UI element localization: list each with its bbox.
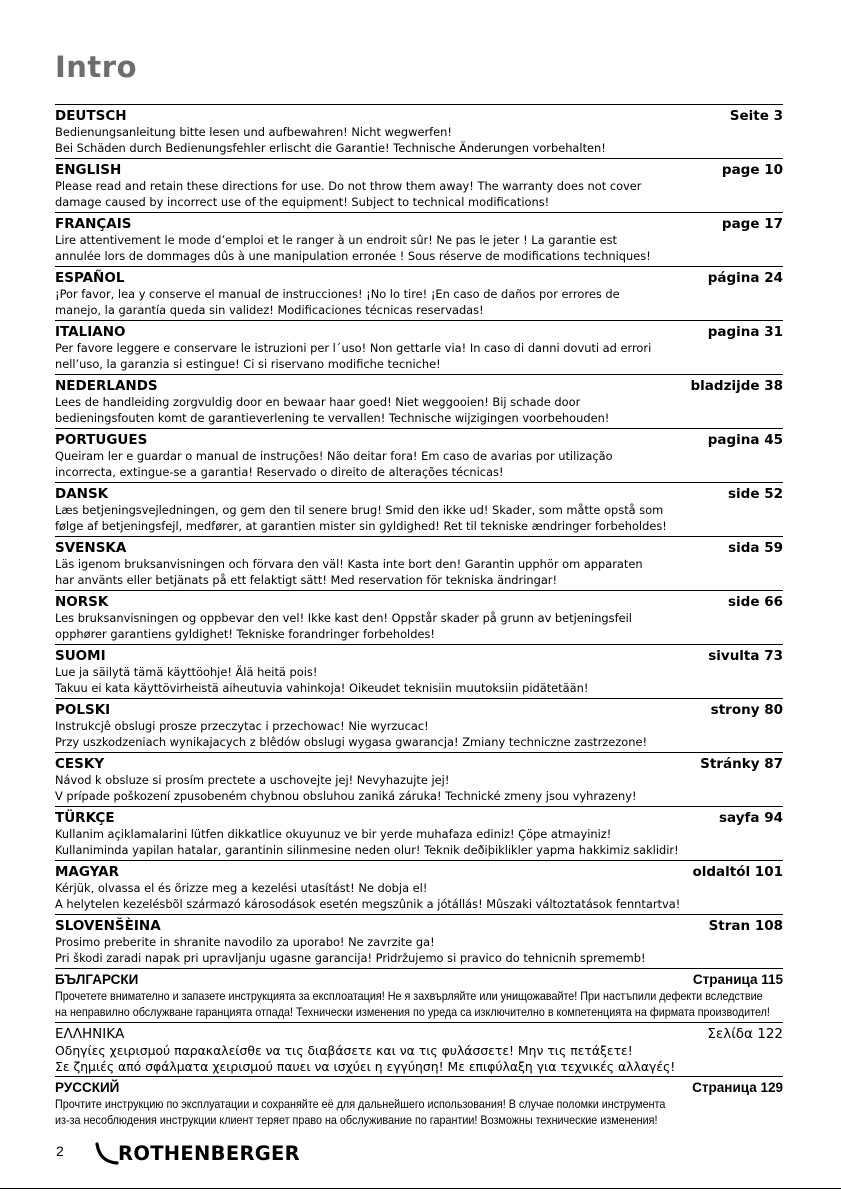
instruction-line: Bei Schäden durch Bedienungsfehler erlischt die Garantie! Technische Änderungen vorbehalten! (55, 140, 606, 155)
section-header (55, 539, 783, 557)
instruction-line: Návod k obsluze si prosím prectete a uschovejte jej! Nevyhazujte jej! (55, 773, 450, 787)
instruction-line: Kullanim açiklamalarini lütfen dikkatlice okuyunuz ve bir yerde muhafaza ediniz! Çöpe atmayiniz! (55, 827, 612, 841)
language-section (55, 104, 783, 158)
page-title: Intro (55, 50, 138, 84)
instruction-line: opphører garantiens gyldighet! Tekniske forandringer forbeholdes! (55, 626, 435, 641)
section-header (55, 701, 783, 719)
section-header (55, 809, 783, 827)
section-header (55, 485, 783, 503)
instruction-line: Les bruksanvisningen og oppbevar den vel! Ikke kast den! Oppstår skader på grunn av betjeningsfeil (55, 611, 632, 625)
instruction-line: Please read and retain these directions for use. Do not throw them away! The warranty does not cover (55, 179, 642, 193)
page-reference: pagina 45 (707, 432, 783, 448)
instruction-line: Σε ζημιές από σφάλματα χειρισμού παυει να ισχύει η εγγύηση! Με επιφύλαξη για τεχνικές αλλαγές! (55, 1058, 676, 1074)
section-header (55, 431, 783, 449)
language-name: POLSKI (55, 702, 111, 718)
page-reference: página 24 (707, 270, 783, 286)
language-section (55, 1076, 783, 1130)
instruction-line: Per favore leggere e conservare le istruzioni per l´uso! Non gettarle via! In caso di danni dovuti ad errori (55, 341, 652, 355)
logo-text: ROTHENBERGER (118, 1142, 300, 1165)
language-name: FRANÇAIS (55, 216, 132, 232)
page-reference: strony 80 (710, 702, 783, 718)
section-header (55, 323, 783, 341)
language-section (55, 212, 783, 266)
page-reference: side 66 (728, 594, 783, 610)
language-section (55, 536, 783, 590)
language-section (55, 914, 783, 968)
page-reference: Seite 3 (729, 108, 783, 124)
instruction-line: Læs betjeningsvejledningen, og gem den til senere brug! Smid den ikke ud! Skader, som måtte opstå som (55, 503, 664, 517)
language-section (55, 590, 783, 644)
bottom-rule (0, 1188, 841, 1189)
instruction-line: annulée lors de dommages dûs à une manipulation erronée ! Sous réserve de modifications techniques! (55, 248, 651, 263)
language-name: ESPAÑOL (55, 270, 125, 286)
page-reference: sayfa 94 (719, 810, 783, 826)
section-header (55, 971, 783, 989)
page-reference: Stran 108 (708, 918, 783, 934)
section-header (55, 1025, 783, 1043)
instruction-line: manejo, la garantía queda sin validez! Modificaciones técnicas reservadas! (55, 302, 484, 317)
language-name: NORSK (55, 594, 109, 610)
section-header (55, 107, 783, 125)
instruction-line: Przy uszkodzeniach wynikajacych z blêdów obslugi wygasa gwarancja! Zmiany techniczne zastrzezone! (55, 734, 648, 749)
instruction-line: har använts eller betjänats på ett felaktigt sätt! Med reservation för tekniska ändringar! (55, 572, 558, 587)
page-reference: Σελίδα 122 (707, 1026, 783, 1042)
page-reference: side 52 (728, 486, 783, 502)
instruction-line: følge af betjeningsfejl, medfører, at garantien mister sin gyldighed! Ret til tekniske ændringer forbeholdes! (55, 518, 667, 533)
language-name: SVENSKA (55, 540, 127, 556)
page-reference: pagina 31 (707, 324, 783, 340)
language-index (55, 104, 783, 1130)
language-name: DANSK (55, 486, 109, 502)
language-name: SUOMI (55, 648, 106, 664)
language-section (55, 806, 783, 860)
language-section (55, 158, 783, 212)
language-name: MAGYAR (55, 864, 119, 880)
instruction-line: Lees de handleiding zorgvuldig door en bewaar haar goed! Niet weggooien! Bij schade door (55, 395, 581, 409)
instruction-line: Queiram ler e guardar o manual de instruções! Não deitar fora! Em caso de avarias por utilização (55, 449, 613, 463)
section-header (55, 647, 783, 665)
instruction-line: A helytelen kezelésbõl származó károsodások esetén megszûnik a jótállás! Mûszaki változtatások fenntartva! (55, 896, 681, 911)
section-header (55, 593, 783, 611)
instruction-line: на неправилно обслужване гаранцията отпада! Технически изменения по уреда са изключително в компетенцията на фирмата производител! (55, 1005, 770, 1019)
language-section (55, 968, 783, 1022)
language-section (55, 266, 783, 320)
language-name: РУССКИЙ (55, 1080, 120, 1095)
language-name: TÜRKÇE (55, 810, 115, 826)
language-section (55, 374, 783, 428)
instruction-line: V prípade poškození zpusobeném chybnou obsluhou zaniká záruka! Technické zmeny jsou vyhrazeny! (55, 788, 637, 803)
language-section (55, 1022, 783, 1076)
language-name: DEUTSCH (55, 108, 127, 124)
section-header (55, 377, 783, 395)
language-name: ENGLISH (55, 162, 122, 178)
instruction-line: Takuu ei kata käyttövirheistä aiheutuvia vahinkoja! Oikeudet teknisiin muutoksiin pidätetään! (55, 680, 589, 695)
instruction-line: Kullaniminda yapilan hatalar, garantinin silinmesine neden olur! Teknik deðiþiklikler yapma hakkimiz saklidir! (55, 842, 679, 857)
instruction-line: damage caused by incorrect use of the equipment! Subject to technical modifications! (55, 194, 550, 209)
language-section (55, 644, 783, 698)
page-reference: Страница 115 (692, 972, 783, 987)
instruction-line: bedieningsfouten komt de garantieverlening te vervallen! Technische wijzigingen voorbehouden! (55, 410, 610, 425)
page-reference: oldaltól 101 (692, 864, 783, 880)
language-section (55, 752, 783, 806)
instruction-line: ¡Por favor, lea y conserve el manual de instrucciones! ¡No lo tire! ¡En caso de daños por errores de (55, 287, 620, 301)
section-header (55, 917, 783, 935)
language-section (55, 482, 783, 536)
language-name: CESKY (55, 756, 105, 772)
page-number: 2 (56, 1143, 64, 1159)
page-reference: sivulta 73 (708, 648, 783, 664)
language-section (55, 320, 783, 374)
section-header (55, 1079, 783, 1097)
rothenberger-logo (95, 1142, 310, 1166)
language-name: ITALIANO (55, 324, 126, 340)
page-reference: page 17 (721, 216, 783, 232)
language-name: NEDERLANDS (55, 378, 158, 394)
section-header (55, 269, 783, 287)
instruction-line: Lire attentivement le mode d’emploi et le ranger à un endroit sûr! Ne pas le jeter ! La garantie est (55, 233, 617, 247)
instruction-line: Pri škodi zaradi napak pri upravljanju ugasne garancija! Pridržujemo si pravico do tehnicnih sprememb! (55, 950, 646, 965)
instruction-line: nell’uso, la garanzia si estingue! Ci si riservano modifiche tecniche! (55, 356, 441, 371)
language-section (55, 698, 783, 752)
section-header (55, 863, 783, 881)
instruction-line: Läs igenom bruksanvisningen och förvara den väl! Kasta inte bort den! Garantin upphör om apparaten (55, 557, 643, 571)
page-reference: Stránky 87 (700, 756, 783, 772)
language-name: БЪЛГАРСКИ (55, 972, 139, 987)
page-reference: Страница 129 (692, 1080, 783, 1095)
language-section (55, 860, 783, 914)
logo-swoosh-icon (95, 1142, 119, 1166)
instruction-line: Instrukcjê obslugi prosze przeczytac i przechowac! Nie wyrzucac! (55, 719, 429, 733)
instruction-line: Οδηγίες χειρισμού παρακαλείσθε να τις διαβάσετε και να τις φυλάσσετε! Μην τις πετάξετε! (55, 1043, 633, 1058)
language-name: ΕΛΛΗΝΙΚΑ (55, 1026, 125, 1042)
instruction-line: Прочетете внимателно и запазете инструкцията за експлоатация! Не я захвърляйте или унищожавайте! При настъпили дефекти вследствие (55, 990, 763, 1003)
instruction-line: Lue ja säilytä tämä käyttöohje! Älä heitä pois! (55, 665, 318, 679)
instruction-line: incorrecta, extingue-se a garantia! Reservado o direito de alterações técnicas! (55, 464, 504, 479)
instruction-line: Прочтите инструкцию по эксплуатации и сохраняйте её для дальнейшего использования! В случае поломки инструмента (55, 1098, 666, 1111)
section-header (55, 161, 783, 179)
section-header (55, 755, 783, 773)
page-reference: bladzijde 38 (690, 378, 783, 394)
page-reference: sida 59 (728, 540, 783, 556)
instruction-line: Prosimo preberite in shranite navodilo za uporabo! Ne zavrzite ga! (55, 935, 435, 949)
language-name: PORTUGUES (55, 432, 148, 448)
page-reference: page 10 (721, 162, 783, 178)
instruction-line: из-за несоблюдения инструкции клиент теряет право на обслуживание по гарантии! Возможны технические изменения! (55, 1113, 658, 1127)
language-name: SLOVENŠÈINA (55, 918, 161, 934)
instruction-line: Kérjük, olvassa el és õrizze meg a kezelési utasítást! Ne dobja el! (55, 881, 428, 895)
instruction-line: Bedienungsanleitung bitte lesen und aufbewahren! Nicht wegwerfen! (55, 125, 452, 139)
section-header (55, 215, 783, 233)
language-section (55, 428, 783, 482)
